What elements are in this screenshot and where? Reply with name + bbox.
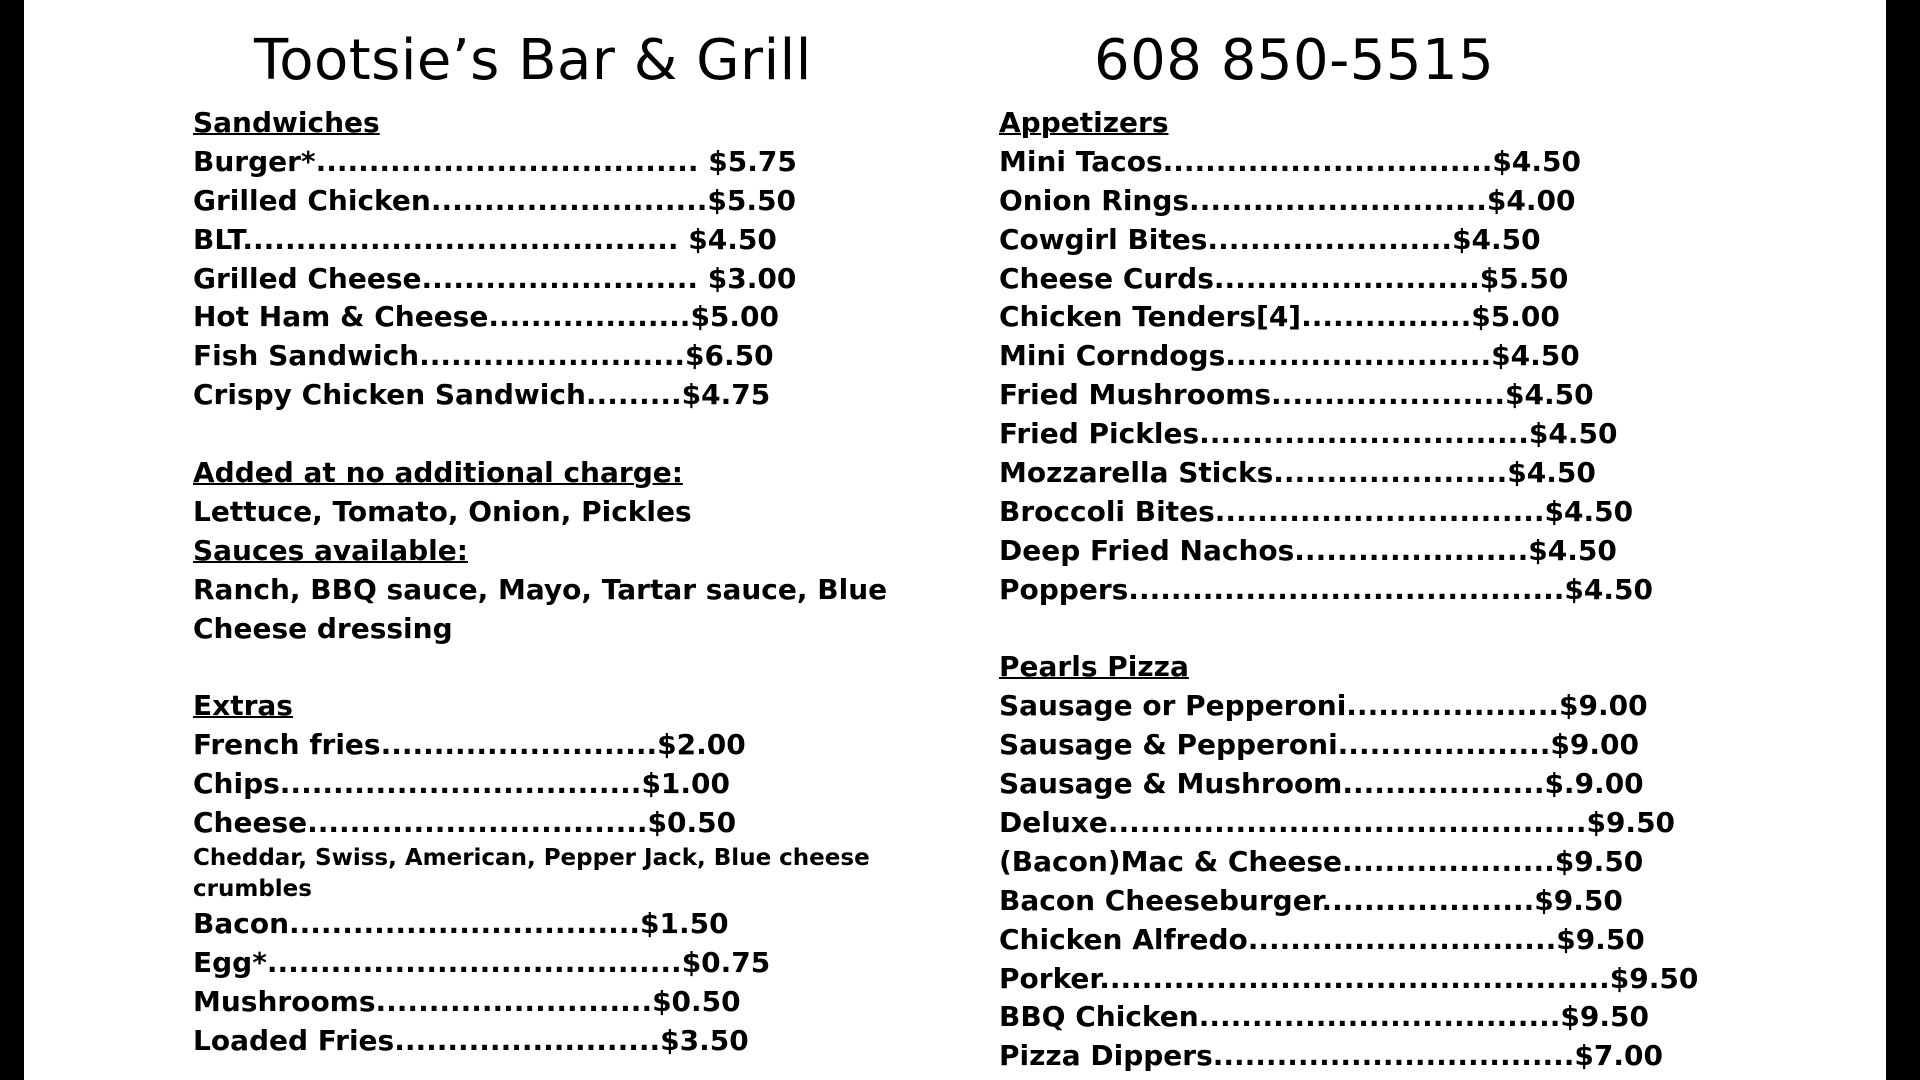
appetizers-heading: Appetizers [999,106,1169,139]
spacer [193,649,913,688]
menu-item: Crispy Chicken Sandwich.........$4.75 [193,378,771,412]
restaurant-name: Tootsie’s Bar & Grill [254,28,812,93]
spacer [193,415,913,454]
menu-item: (Bacon)Mac & Cheese....................$9.50 [999,844,1644,878]
menu-item: Onion Rings............................$4.00 [999,183,1576,217]
menu-item: Mushrooms..........................$0.50 [193,984,741,1018]
menu-item: Cowgirl Bites.......................$4.50 [999,222,1541,256]
menu-item: Broccoli Bites...............................$4.50 [999,494,1634,528]
toppings-text: Lettuce, Tomato, Onion, Pickles [193,494,692,528]
menu-item: Cheese................................$0.50 [193,806,737,840]
pizza-heading: Pearls Pizza [999,650,1189,684]
menu-item: Sausage & Pepperoni....................$9.00 [999,728,1639,762]
menu-item: Mini Corndogs.........................$4.50 [999,339,1580,373]
menu-item: Chicken Tenders[4]................$5.00 [999,300,1560,334]
menu-item: Bacon.................................$1.50 [193,906,729,940]
menu-item: Loaded Fries.........................$3.50 [193,1023,749,1057]
sandwiches-heading: Sandwiches [193,106,380,139]
menu-item: Fried Pickles...............................$4.50 [999,417,1618,451]
menu-item: Poppers.........................................$4.50 [999,572,1653,606]
extras-heading: Extras [193,689,293,723]
menu-item: Deluxe.............................................$9.50 [999,806,1676,840]
menu-page [24,0,1886,1080]
cheese-note: Cheddar, Swiss, American, Pepper Jack, Blue cheese crumbles [193,844,870,902]
menu-item: Mini Tacos...............................$4.50 [999,144,1581,178]
menu-item: Grilled Chicken..........................$5.50 [193,183,796,217]
menu-item: Pizza Dippers..................................$7.00 [999,1039,1663,1073]
left-content [193,104,913,1061]
menu-item: Grilled Cheese.......................... $3.00 [193,261,797,295]
menu-item: Chips..................................$1.00 [193,767,731,801]
menu-item: Sausage or Pepperoni....................$9.00 [999,689,1648,723]
menu-item: Porker................................................$9.50 [999,961,1699,995]
menu-item: Cheese Curds.........................$5.50 [999,261,1569,295]
menu-item: Burger*.................................... $5.75 [193,144,797,178]
menu-item: Deep Fried Nachos......................$4.50 [999,533,1617,567]
toppings-heading: Added at no additional charge: [193,456,683,490]
spacer [999,610,1719,649]
menu-item: Bacon Cheeseburger....................$9.50 [999,883,1623,917]
phone-number: 608 850-5515 [1094,28,1495,93]
sauces-text: Ranch, BBQ sauce, Mayo, Tartar sauce, Blue Cheese dressing [193,572,888,645]
menu-item: Hot Ham & Cheese...................$5.00 [193,300,780,334]
menu-item: Fried Mushrooms......................$4.50 [999,378,1594,412]
menu-item: Mozzarella Sticks......................$4.50 [999,456,1596,490]
sauces-heading: Sauces available: [193,533,468,567]
menu-item: Sausage & Mushroom...................$.9.00 [999,767,1644,801]
menu-item: BLT......................................... $4.50 [193,222,777,256]
menu-item: Fish Sandwich.........................$6.50 [193,339,774,373]
menu-item: BBQ Chicken..................................$9.50 [999,1000,1649,1034]
menu-item: Chicken Alfredo.............................$9.50 [999,922,1645,956]
menu-item: French fries..........................$2.00 [193,728,746,762]
menu-item: Egg*.......................................$0.75 [193,945,771,979]
right-content [999,104,1719,1076]
